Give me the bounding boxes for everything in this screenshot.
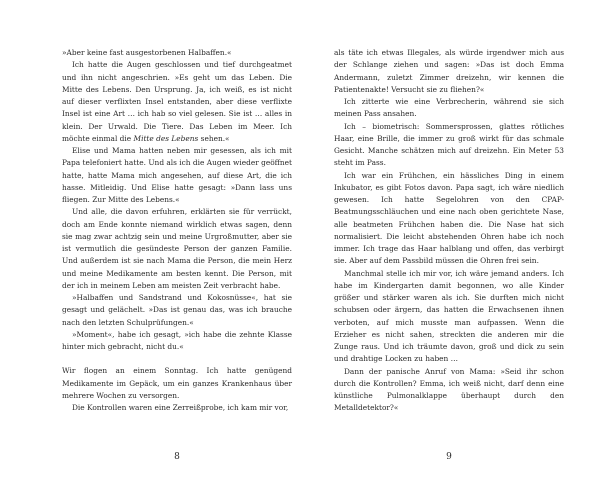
paragraph: Und alle, die davon erfuhren, erklärten sie für verrückt, doch am Ende konnte niemand wirklich etwas sagen, denn sie mag zwar achtzig sein und meine Urgroßmutter, aber sie ist vermutlich die gesündeste Person der ganzen Familie. Und außerdem ist sie nach Mama die Person, die mein Herz und meine Medikamente am besten kennt. Die Person, mit der ich in meinem Leben am meisten Zeit verbracht habe. [62,207,292,290]
paragraph: Die Kontrollen waren eine Zerreißprobe, ich kam mir vor, [72,403,289,412]
paragraph: als täte ich etwas Illegales, als würde irgendwer mich aus der Schlange ziehen und sagen: »Das ist doch Emma Andermann, zuletzt Zimmer dreizehn, wir kennen die Patientenakte! Versucht sie zu fliehen?« [334,48,564,94]
paragraph: Ich zitterte wie eine Verbrecherin, während sie sich meinen Pass ansahen. [334,97,564,119]
paragraph: Ich – biometrisch: Sommersprossen, glattes rötliches Haar, eine Brille, die immer zu groß wirkt für das schmale Gesicht. Manche schätzen mich auf dreizehn. Ein Meter 53 steht im Pass. [334,121,564,168]
paragraph: »Halbaffen und Sandstrand und Kokosnüsse«, hat sie gesagt und gelächelt. »Das ist genau das, was ich brauche nach den letzten Schulprüfungen.« [62,293,292,327]
paragraph: Ich war ein Frühchen, ein hässliches Ding in einem Inkubator, es gibt Fotos davon. Papa sagt, ich wäre niedlich gewesen. Ich hatte Segelohren von den CPAP-Beatmungsschläuchen und eine nach oben gerichtete Nase, alle beatmeten Frühchen haben die. Die Nase hat sich normalisiert. Die leicht abstehenden Ohren habe ich noch immer. Ich trage das Haar halblang und offen, das verbirgt sie. Aber auf dem Passbild müssen die Ohren frei sein. [334,170,564,266]
page-number-left: 8 [174,452,180,462]
paragraph: »Moment«, habe ich gesagt, »ich habe die zehnte Klasse hinter mich gebracht, nicht du.« [62,329,292,351]
paragraph-tail: sehen.« [198,133,230,143]
paragraph [62,59,292,145]
paragraph: Wir flogen an einem Sonntag. Ich hatte genügend Medikamente im Gepäck, um ein ganzes Krankenhaus über mehrere Wochen zu versorgen. [62,366,292,400]
right-page [334,47,564,415]
paragraph: »Aber keine fast ausgestorbenen Halbaffen.« [62,48,232,57]
italic-phrase: Mitte des Lebens [133,133,199,143]
paragraph: Dann der panische Anruf von Mama: »Seid ihr schon durch die Kontrollen? Emma, ich weiß nicht, darf denn eine künstliche Pulmonalklappe überhaupt durch den Metalldetektor?« [334,366,564,413]
paragraph: Elise und Mama hatten neben mir gesessen, als ich mit Papa telefoniert hatte. Und als ich die Augen wieder geöffnet hatte, hatte Mama mich angesehen, auf diese Art, die ich hasse. Mitleidig. Und Elise hatte gesagt: »Dann lass uns fliegen. Zur Mitte des Lebens.« [62,146,293,204]
page-number-right: 9 [446,452,452,462]
paragraph-text: Ich hatte die Augen geschlossen und tief durchgeatmet und ihn nicht angeschrien. »Es geht um das Leben. Die Mitte des Lebens. Den Ursprung. Ja, ich weiß, es ist nicht auf dieser verflixten Insel entstanden, aber diese verflixte Insel ist eine Art … ich hab so viel gelesen. Sie ist … alles in klein. Der Urwald. Die Tiere. Das Leben im Meer. Ich möchte einmal die [62,60,292,143]
paragraph: Manchmal stelle ich mir vor, ich wäre jemand anders. Ich habe im Kindergarten damit begonnen, wo alle Kinder größer und stärker waren als ich. Sie durften mich nicht schubsen oder ärgern, das hatten die Erwachsenen ihnen verboten, auf mich musste man aufpassen. Wenn die Erzieher es nicht sahen, streckten die anderen mir die Zunge raus. Und ich träumte davon, groß und dick zu sein und drahtige Locken zu haben … [334,268,564,364]
left-page [62,47,292,414]
